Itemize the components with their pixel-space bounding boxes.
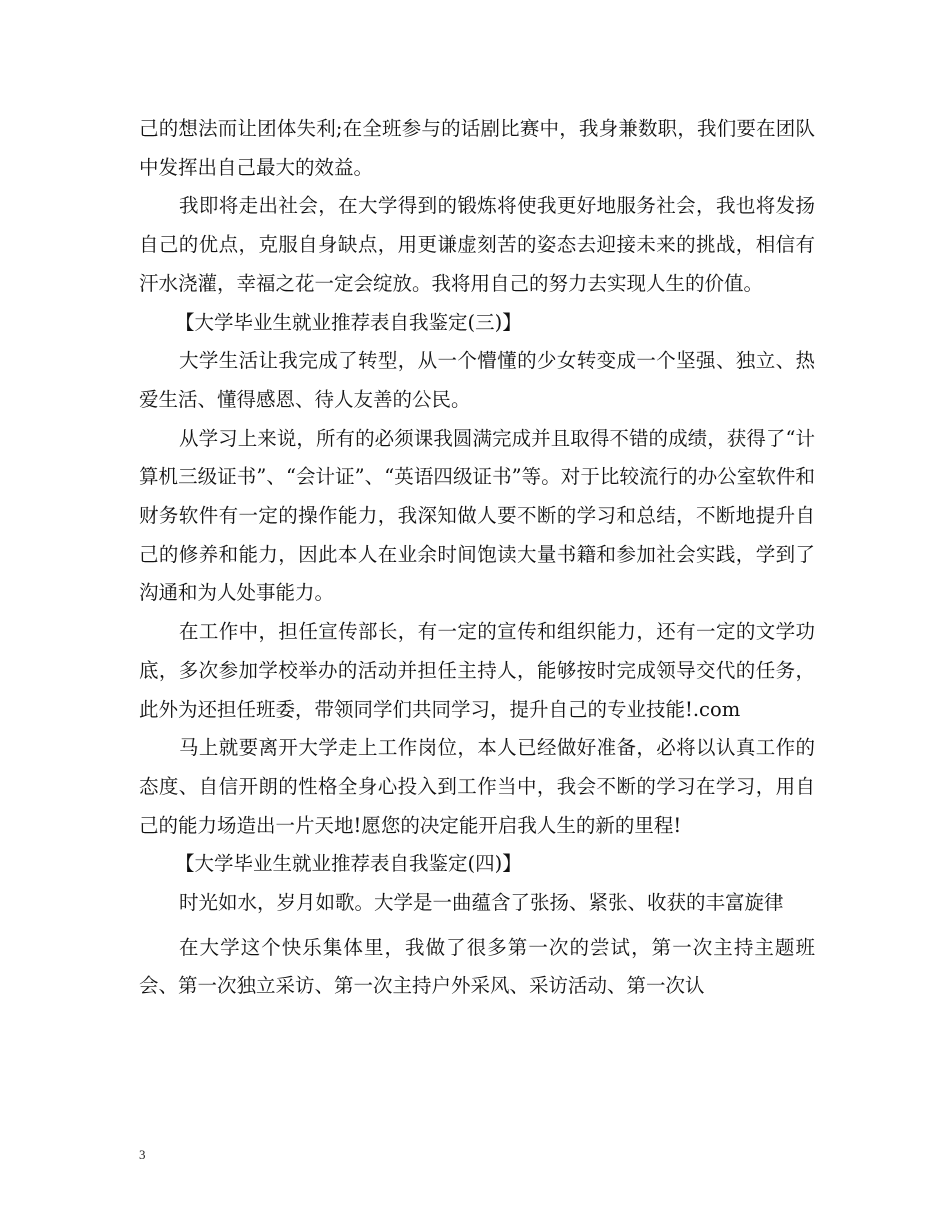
section-heading: 【大学毕业生就业推荐表自我鉴定(四)】 [175,852,522,876]
paragraph: 在大学这个快乐集体里，我做了很多第一次的尝试，第一次主持主题班会、第一次独立采访、第一次主持户外采风、采访活动、第一次认 [139,935,815,998]
paragraph: 大学生活让我完成了转型，从一个懵懂的少女转变成一个坚强、独立、热爱生活、懂得感恩、待人友善的公民。 [139,349,815,411]
paragraph-continued: 己的想法而让团体失利;在全班参与的话剧比赛中，我身兼数职，我们要在团队中发挥出自己最大的效益。 [139,117,815,179]
page-number: 3 [139,1147,146,1162]
paragraph: 时光如水，岁月如歌。大学是一曲蕴含了张扬、紧张、收获的丰富旋律 [179,891,784,915]
document-body [139,110,815,1006]
paragraph: 马上就要离开大学走上工作岗位，本人已经做好准备，必将以认真工作的态度、自信开朗的性格全身心投入到工作当中，我会不断的学习在学习，用自己的能力场造出一片天地!愿您的决定能开启我人生的新的里程! [139,736,815,837]
section-heading: 【大学毕业生就业推荐表自我鉴定(三)】 [175,310,522,334]
paragraph: 在工作中，担任宣传部长，有一定的宣传和组织能力，还有一定的文学功底，多次参加学校举办的活动并担任主持人，能够按时完成领导交代的任务，此外为还担任班委，带领同学们共同学习，提升自己的专业技能!.com [139,620,815,721]
paragraph: 从学习上来说，所有的必须课我圆满完成并且取得不错的成绩，获得了“计算机三级证书”、“会计证”、“英语四级证书”等。对于比较流行的办公室软件和财务软件有一定的操作能力，我深知做人要不断的学习和总结，不断地提升自己的修养和能力，因此本人在业余时间饱读大量书籍和参加社会实践，学到了沟通和为人处事能力。 [139,426,815,605]
paragraph: 我即将走出社会，在大学得到的锻炼将使我更好地服务社会，我也将发扬自己的优点，克服自身缺点，用更谦虚刻苦的姿态去迎接未来的挑战，相信有汗水浇灌，幸福之花一定会绽放。我将用自己的努力去实现人生的价值。 [139,194,815,295]
